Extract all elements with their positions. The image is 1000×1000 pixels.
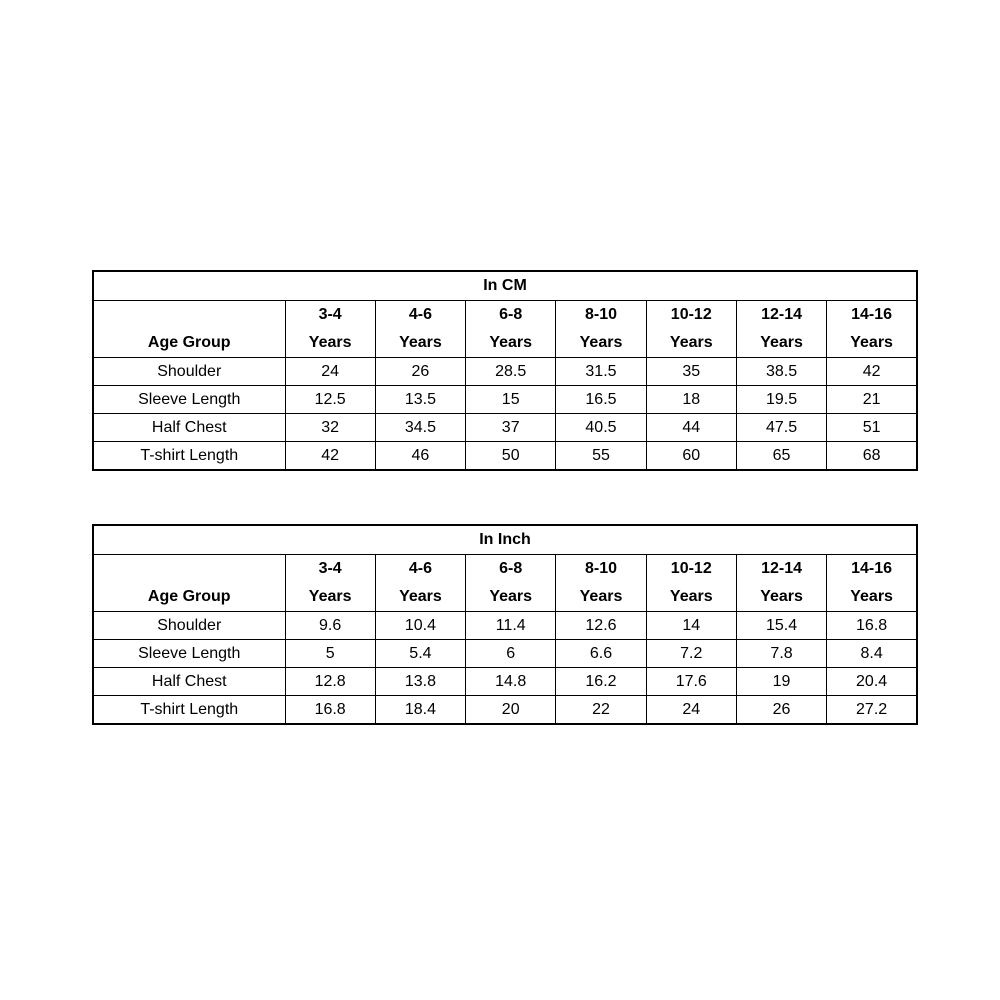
table-cell: 34.5 <box>375 414 465 442</box>
table-cell: 12.6 <box>556 612 646 640</box>
table-row <box>93 386 917 414</box>
table-cell: 10.4 <box>375 612 465 640</box>
table-row <box>93 358 917 386</box>
table-cell: 7.8 <box>736 640 826 668</box>
table-cell: 55 <box>556 442 646 471</box>
age-range: 8-10 <box>584 560 617 577</box>
size-chart-inch-table <box>92 524 918 725</box>
age-unit: Years <box>399 334 442 351</box>
age-group-header: Age Group <box>93 301 285 358</box>
table-cell: 46 <box>375 442 465 471</box>
table-cell: 8.4 <box>827 640 917 668</box>
age-unit: Years <box>760 588 803 605</box>
row-label: T-shirt Length <box>93 696 285 725</box>
table-cell: 50 <box>466 442 556 471</box>
table-cell: 20.4 <box>827 668 917 696</box>
age-unit: Years <box>850 588 893 605</box>
column-header <box>827 301 917 358</box>
table-cell: 37 <box>466 414 556 442</box>
column-header <box>646 555 736 612</box>
column-header <box>466 555 556 612</box>
age-unit: Years <box>579 334 623 351</box>
column-header <box>375 555 465 612</box>
age-range: 10-12 <box>670 306 712 323</box>
table-cell: 15.4 <box>736 612 826 640</box>
table-row <box>93 696 917 725</box>
column-header <box>646 301 736 358</box>
table-cell: 44 <box>646 414 736 442</box>
age-range: 4-6 <box>408 560 432 577</box>
table-cell: 17.6 <box>646 668 736 696</box>
table-cell: 47.5 <box>736 414 826 442</box>
table-row <box>93 612 917 640</box>
table-cell: 14.8 <box>466 668 556 696</box>
age-unit: Years <box>669 588 713 605</box>
table-cell: 9.6 <box>285 612 375 640</box>
table-title: In CM <box>93 271 917 301</box>
table-cell: 18 <box>646 386 736 414</box>
age-range: 6-8 <box>499 560 523 577</box>
table-row <box>93 668 917 696</box>
table-cell: 42 <box>285 442 375 471</box>
age-range: 3-4 <box>318 560 342 577</box>
table-cell: 60 <box>646 442 736 471</box>
table-cell: 28.5 <box>466 358 556 386</box>
table-cell: 6.6 <box>556 640 646 668</box>
age-unit: Years <box>850 334 893 351</box>
age-range: 6-8 <box>499 306 523 323</box>
column-header <box>556 555 646 612</box>
table-cell: 20 <box>466 696 556 725</box>
table-cell: 65 <box>736 442 826 471</box>
row-label: T-shirt Length <box>93 442 285 471</box>
table-row <box>93 414 917 442</box>
column-header <box>556 301 646 358</box>
column-header <box>827 555 917 612</box>
row-label: Sleeve Length <box>93 386 285 414</box>
table-cell: 68 <box>827 442 917 471</box>
age-range: 12-14 <box>761 560 802 577</box>
row-label: Half Chest <box>93 414 285 442</box>
row-label: Shoulder <box>93 612 285 640</box>
table-cell: 40.5 <box>556 414 646 442</box>
table-cell: 12.5 <box>285 386 375 414</box>
age-range: 14-16 <box>851 560 893 577</box>
age-range: 12-14 <box>761 306 802 323</box>
age-range: 8-10 <box>584 306 617 323</box>
row-label: Half Chest <box>93 668 285 696</box>
column-header <box>285 301 375 358</box>
table-cell: 51 <box>827 414 917 442</box>
age-unit: Years <box>308 588 352 605</box>
column-header <box>736 555 826 612</box>
table-cell: 24 <box>646 696 736 725</box>
age-unit: Years <box>308 334 352 351</box>
table-cell: 42 <box>827 358 917 386</box>
column-header <box>736 301 826 358</box>
table-cell: 11.4 <box>466 612 556 640</box>
age-range: 10-12 <box>670 560 712 577</box>
table-cell: 38.5 <box>736 358 826 386</box>
table-cell: 31.5 <box>556 358 646 386</box>
column-header <box>285 555 375 612</box>
table-cell: 5.4 <box>375 640 465 668</box>
table-cell: 16.5 <box>556 386 646 414</box>
column-header <box>466 301 556 358</box>
age-unit: Years <box>489 334 533 351</box>
table-cell: 21 <box>827 386 917 414</box>
table-cell: 19.5 <box>736 386 826 414</box>
column-header <box>375 301 465 358</box>
row-label: Sleeve Length <box>93 640 285 668</box>
table-cell: 5 <box>285 640 375 668</box>
age-range: 4-6 <box>408 306 432 323</box>
table-cell: 7.2 <box>646 640 736 668</box>
table-cell: 13.8 <box>375 668 465 696</box>
age-range: 3-4 <box>318 306 342 323</box>
table-cell: 27.2 <box>827 696 917 725</box>
table-cell: 24 <box>285 358 375 386</box>
age-group-header: Age Group <box>93 555 285 612</box>
table-cell: 35 <box>646 358 736 386</box>
table-cell: 14 <box>646 612 736 640</box>
age-range: 14-16 <box>851 306 893 323</box>
age-unit: Years <box>760 334 803 351</box>
table-cell: 15 <box>466 386 556 414</box>
table-cell: 18.4 <box>375 696 465 725</box>
table-cell: 16.2 <box>556 668 646 696</box>
table-row <box>93 640 917 668</box>
age-unit: Years <box>669 334 713 351</box>
table-title: In Inch <box>93 525 917 555</box>
table-cell: 19 <box>736 668 826 696</box>
row-label: Shoulder <box>93 358 285 386</box>
table-cell: 16.8 <box>827 612 917 640</box>
table-cell: 26 <box>736 696 826 725</box>
table-cell: 6 <box>466 640 556 668</box>
table-cell: 16.8 <box>285 696 375 725</box>
table-cell: 26 <box>375 358 465 386</box>
table-cell: 12.8 <box>285 668 375 696</box>
table-cell: 13.5 <box>375 386 465 414</box>
table-cell: 32 <box>285 414 375 442</box>
age-unit: Years <box>489 588 533 605</box>
size-chart-cm-table <box>92 270 918 471</box>
age-unit: Years <box>399 588 442 605</box>
table-cell: 22 <box>556 696 646 725</box>
age-unit: Years <box>579 588 623 605</box>
table-row <box>93 442 917 471</box>
